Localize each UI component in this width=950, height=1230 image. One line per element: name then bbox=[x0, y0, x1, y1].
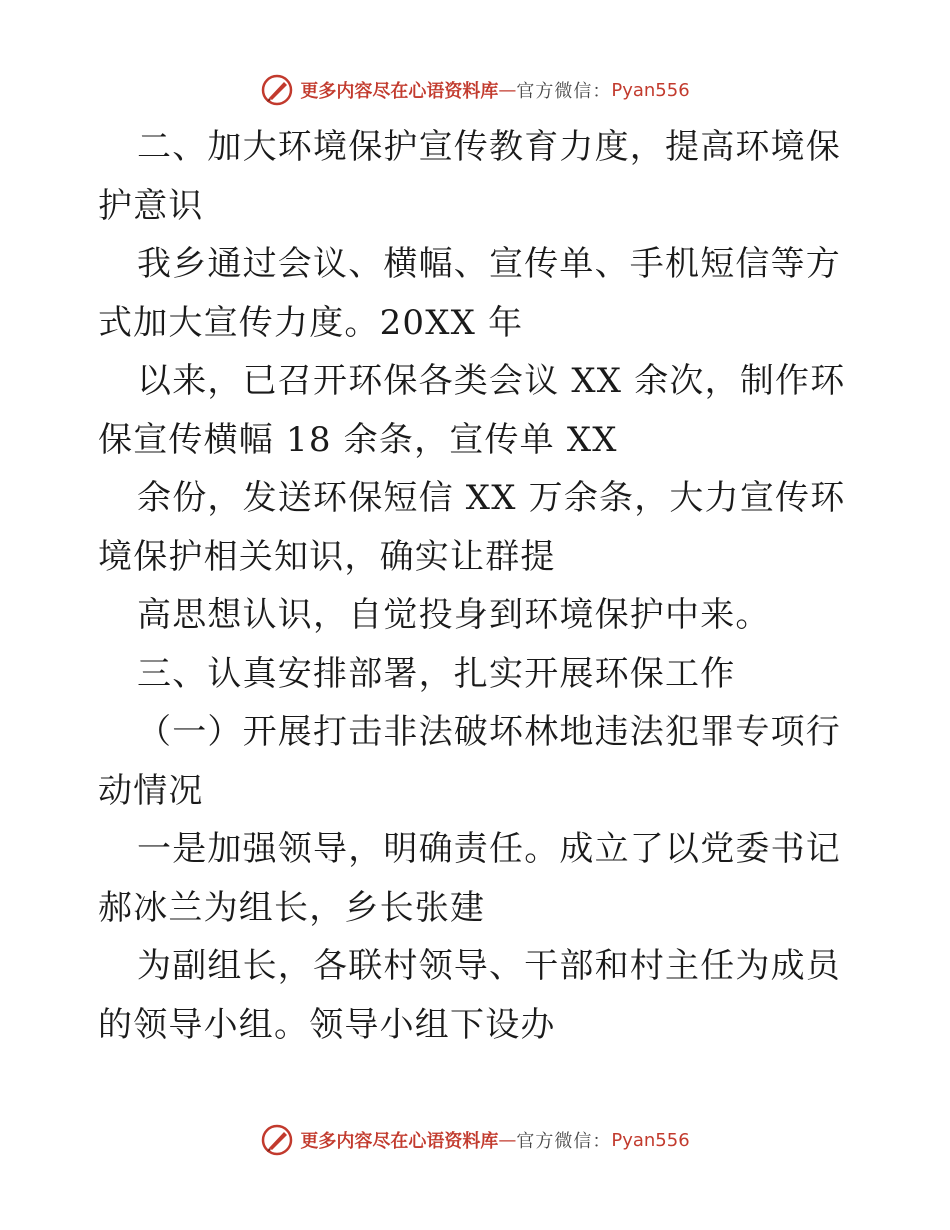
paragraph-section-2-heading: 二、加大环境保护宣传教育力度，提高环境保护意识 bbox=[98, 127, 841, 226]
paragraph: 我乡通过会议、横幅、宣传单、手机短信等方式加大宣传力度。20XX 年 bbox=[98, 244, 841, 343]
banner-site-name: 更多内容尽在心语资料库 bbox=[300, 1131, 499, 1152]
paragraph-subsection-1-heading: （一）开展打击非法破坏林地违法犯罪专项行动情况 bbox=[98, 712, 841, 811]
paragraph: 高思想认识，自觉投身到环境保护中来。 bbox=[137, 595, 771, 635]
quill-pen-icon bbox=[260, 1123, 294, 1157]
quill-pen-icon bbox=[260, 73, 294, 107]
paragraph: 一是加强领导，明确责任。成立了以党委书记郝冰兰为组长，乡长张建 bbox=[98, 829, 841, 928]
document-body bbox=[98, 118, 858, 1054]
paragraph-section-3-heading: 三、认真安排部署，扎实开展环保工作 bbox=[137, 653, 736, 694]
paragraph: 余份，发送环保短信 XX 万余条，大力宣传环境保护相关知识，确实让群提 bbox=[98, 478, 846, 577]
banner-site-name: 更多内容尽在心语资料库 bbox=[300, 81, 499, 102]
banner-wechat-id: Pyan556 bbox=[611, 79, 690, 101]
banner-wechat-label: 官方微信： bbox=[516, 81, 612, 102]
banner-wechat-label: 官方微信： bbox=[516, 1131, 612, 1152]
banner-wechat-id: Pyan556 bbox=[611, 1129, 690, 1151]
paragraph: 以来，已召开环保各类会议 XX 余次，制作环保宣传横幅 18 余条，宣传单 XX bbox=[98, 361, 846, 460]
banner-separator: — bbox=[498, 79, 517, 101]
header-watermark-banner bbox=[0, 70, 950, 110]
paragraph: 为副组长，各联村领导、干部和村主任为成员的领导小组。领导小组下设办 bbox=[98, 946, 841, 1045]
footer-watermark-banner bbox=[0, 1120, 950, 1160]
banner-separator: — bbox=[498, 1129, 517, 1151]
